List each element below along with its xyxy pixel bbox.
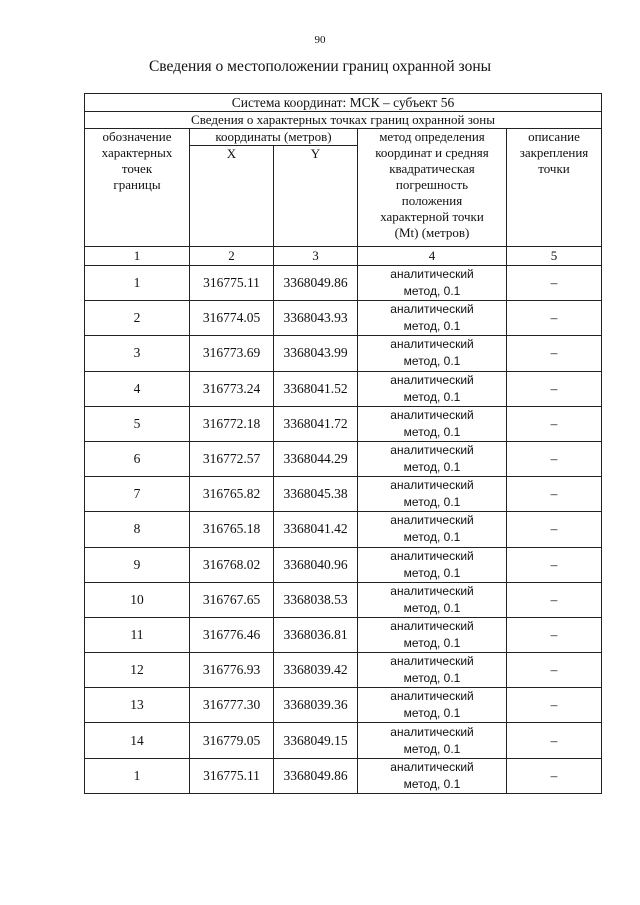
fixing-cell: – (507, 477, 602, 512)
table-row (85, 441, 602, 476)
method-line: аналитический (390, 618, 474, 633)
fixing-cell: – (507, 582, 602, 617)
table-row (85, 723, 602, 758)
x-cell: 316777.30 (190, 688, 274, 723)
column-number-5: 5 (507, 247, 602, 266)
point-cell: 4 (85, 371, 190, 406)
x-cell: 316772.18 (190, 406, 274, 441)
method-line: метод, 0.1 (403, 565, 461, 580)
method-line: аналитический (390, 689, 474, 704)
point-cell: 3 (85, 336, 190, 371)
fixing-cell: – (507, 512, 602, 547)
table-row (85, 758, 602, 793)
x-cell: 316776.46 (190, 617, 274, 652)
y-cell: 3368045.38 (274, 477, 358, 512)
page-number: 90 (314, 34, 326, 46)
boundary-points-table (84, 93, 602, 794)
point-cell: 11 (85, 617, 190, 652)
method-line: метод, 0.1 (403, 460, 461, 475)
table-row (85, 688, 602, 723)
x-cell: 316773.24 (190, 371, 274, 406)
y-cell: 3368049.86 (274, 266, 358, 301)
y-cell: 3368041.72 (274, 406, 358, 441)
point-cell: 12 (85, 653, 190, 688)
table-row (85, 617, 602, 652)
y-cell: 3368049.15 (274, 723, 358, 758)
method-cell (358, 688, 507, 723)
y-cell: 3368040.96 (274, 547, 358, 582)
method-line: метод, 0.1 (403, 424, 461, 439)
fixing-cell: – (507, 371, 602, 406)
fixing-cell: – (507, 441, 602, 476)
fixing-cell: – (507, 688, 602, 723)
table-row (85, 547, 602, 582)
method-line: аналитический (390, 407, 474, 422)
method-line: метод, 0.1 (403, 671, 461, 686)
method-line: метод, 0.1 (403, 495, 461, 510)
method-line: метод, 0.1 (403, 530, 461, 545)
column-number-1: 1 (85, 247, 190, 266)
method-line: метод, 0.1 (403, 741, 461, 756)
method-line: аналитический (390, 302, 474, 317)
method-line: аналитический (390, 583, 474, 598)
method-line: метод, 0.1 (403, 284, 461, 299)
table-row (85, 266, 602, 301)
method-cell (358, 547, 507, 582)
header-y: Y (274, 146, 358, 247)
method-line: аналитический (390, 654, 474, 669)
x-cell: 316772.57 (190, 441, 274, 476)
point-cell: 14 (85, 723, 190, 758)
y-cell: 3368043.99 (274, 336, 358, 371)
method-cell (358, 406, 507, 441)
x-cell: 316767.65 (190, 582, 274, 617)
method-cell (358, 371, 507, 406)
method-line: аналитический (390, 513, 474, 528)
fixing-cell: – (507, 336, 602, 371)
y-cell: 3368041.52 (274, 371, 358, 406)
x-cell: 316765.82 (190, 477, 274, 512)
point-cell: 6 (85, 441, 190, 476)
method-cell (358, 477, 507, 512)
column-number-3: 3 (274, 247, 358, 266)
method-line: аналитический (390, 267, 474, 282)
point-cell: 9 (85, 547, 190, 582)
table-row (85, 336, 602, 371)
table-row (85, 477, 602, 512)
y-cell: 3368039.36 (274, 688, 358, 723)
method-line: метод, 0.1 (403, 354, 461, 369)
y-cell: 3368038.53 (274, 582, 358, 617)
header-coordinates-group: координаты (метров) (190, 129, 358, 146)
method-cell (358, 512, 507, 547)
fixing-cell: – (507, 653, 602, 688)
method-cell (358, 266, 507, 301)
method-line: метод, 0.1 (403, 319, 461, 334)
method-line: метод, 0.1 (403, 635, 461, 650)
header-point-designation: обозначение характерных точек границы (85, 129, 190, 247)
x-cell: 316774.05 (190, 301, 274, 336)
x-cell: 316776.93 (190, 653, 274, 688)
point-cell: 1 (85, 266, 190, 301)
method-line: метод, 0.1 (403, 706, 461, 721)
method-cell (358, 617, 507, 652)
fixing-cell: – (507, 301, 602, 336)
fixing-cell: – (507, 723, 602, 758)
y-cell: 3368041.42 (274, 512, 358, 547)
x-cell: 316773.69 (190, 336, 274, 371)
table-row (85, 653, 602, 688)
coordinate-system-caption: Система координат: МСК – субъект 56 (85, 94, 602, 112)
method-line: аналитический (390, 759, 474, 774)
y-cell: 3368049.86 (274, 758, 358, 793)
point-cell: 7 (85, 477, 190, 512)
table-row (85, 582, 602, 617)
method-line: метод, 0.1 (403, 389, 461, 404)
y-cell: 3368044.29 (274, 441, 358, 476)
point-cell: 2 (85, 301, 190, 336)
method-line: метод, 0.1 (403, 600, 461, 615)
fixing-cell: – (507, 547, 602, 582)
fixing-cell: – (507, 758, 602, 793)
y-cell: 3368036.81 (274, 617, 358, 652)
table-row (85, 512, 602, 547)
y-cell: 3368039.42 (274, 653, 358, 688)
method-line: аналитический (390, 478, 474, 493)
table-subtitle: Сведения о характерных точках границ охранной зоны (85, 112, 602, 129)
x-cell: 316768.02 (190, 547, 274, 582)
point-cell: 13 (85, 688, 190, 723)
method-line: аналитический (390, 372, 474, 387)
method-cell (358, 336, 507, 371)
method-cell (358, 301, 507, 336)
table-row (85, 406, 602, 441)
method-line: аналитический (390, 548, 474, 563)
point-cell: 10 (85, 582, 190, 617)
y-cell: 3368043.93 (274, 301, 358, 336)
table-row (85, 371, 602, 406)
method-line: аналитический (390, 724, 474, 739)
column-number-2: 2 (190, 247, 274, 266)
method-line: аналитический (390, 337, 474, 352)
header-x: X (190, 146, 274, 247)
fixing-cell: – (507, 406, 602, 441)
method-line: аналитический (390, 443, 474, 458)
x-cell: 316765.18 (190, 512, 274, 547)
point-cell: 1 (85, 758, 190, 793)
x-cell: 316775.11 (190, 266, 274, 301)
method-cell (358, 582, 507, 617)
fixing-cell: – (507, 266, 602, 301)
header-fixing-description: описание закрепления точки (507, 129, 602, 247)
point-cell: 5 (85, 406, 190, 441)
x-cell: 316775.11 (190, 758, 274, 793)
x-cell: 316779.05 (190, 723, 274, 758)
method-cell (358, 723, 507, 758)
document-title: Сведения о местоположении границ охранной зоны (148, 58, 492, 75)
table-row (85, 301, 602, 336)
fixing-cell: – (507, 617, 602, 652)
method-cell (358, 653, 507, 688)
point-cell: 8 (85, 512, 190, 547)
header-method: метод определения координат и средняя квадратическая погрешность положения характерной точки (Mt) (метров) (358, 129, 507, 247)
method-cell (358, 441, 507, 476)
column-number-4: 4 (358, 247, 507, 266)
method-cell (358, 758, 507, 793)
method-line: метод, 0.1 (403, 776, 461, 791)
